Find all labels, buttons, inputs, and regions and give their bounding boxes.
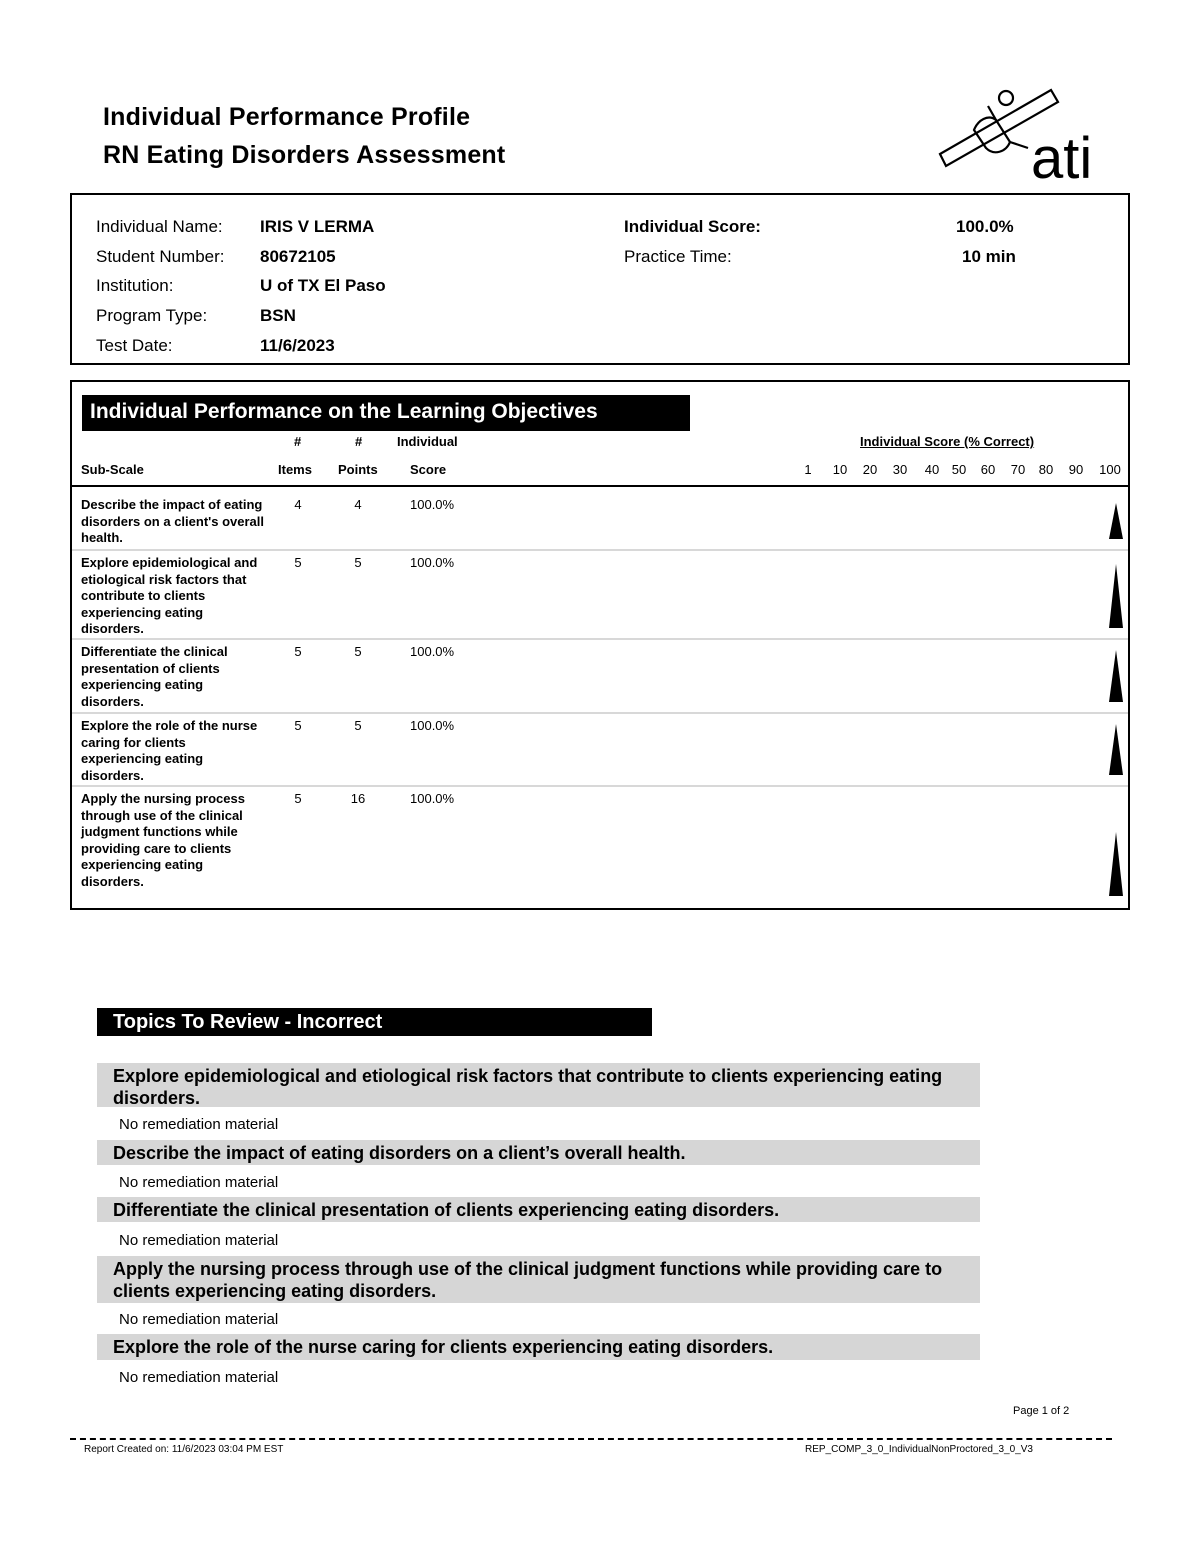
topic-title: Explore the role of the nurse caring for clients experiencing eating disorders.: [97, 1334, 980, 1360]
name-label: Individual Name:: [96, 217, 223, 236]
scale-tick: 100: [1099, 462, 1121, 477]
topic-title: Differentiate the clinical presentation of clients experiencing eating disorders.: [97, 1197, 980, 1222]
objective-items: 4: [294, 497, 302, 512]
row-divider: [72, 638, 1128, 640]
objective-points: 5: [354, 644, 362, 659]
score-marker: [1108, 724, 1124, 775]
header-rule: [72, 485, 1128, 487]
assessment-title: RN Eating Disorders Assessment: [103, 141, 506, 169]
col-items: Items: [278, 462, 312, 477]
report-code: REP_COMP_3_0_IndividualNonProctored_3_0_V3: [805, 1444, 1033, 1455]
topic-title: Describe the impact of eating disorders on a client’s overall health.: [97, 1140, 980, 1165]
score-marker: [1108, 503, 1124, 539]
objective-items: 5: [294, 791, 302, 806]
col-points: Points: [338, 462, 378, 477]
report-created: Report Created on: 11/6/2023 03:04 PM EST: [84, 1444, 284, 1455]
col-items-hash: #: [294, 434, 302, 449]
scale-tick: 70: [1010, 462, 1026, 477]
institution-label: Institution:: [96, 276, 174, 295]
topics-section-title: Topics To Review - Incorrect: [97, 1008, 652, 1036]
scale-tick: 90: [1068, 462, 1084, 477]
col-score: Score: [410, 462, 447, 477]
objective-points: 4: [354, 497, 362, 512]
scale-tick: 1: [804, 462, 812, 477]
remediation-note: No remediation material: [119, 1232, 279, 1249]
score-marker: [1108, 832, 1124, 896]
topic-title: Explore epidemiological and etiological risk factors that contribute to clients experiencing eating disorders.: [97, 1063, 980, 1107]
test-date-value: 11/6/2023: [260, 336, 335, 355]
remediation-note: No remediation material: [119, 1369, 279, 1386]
student-number-value: 80672105: [260, 247, 336, 266]
objective-text: Differentiate the clinical presentation of clients experiencing eating disorders.: [81, 644, 228, 709]
scale-tick: 40: [924, 462, 940, 477]
scale-tick: 50: [951, 462, 967, 477]
objective-score: 100.0%: [410, 644, 455, 659]
objective-score: 100.0%: [410, 497, 455, 512]
test-date-label: Test Date:: [96, 336, 173, 355]
objective-text: Explore epidemiological and etiological risk factors that contribute to clients experiencing eating disorders.: [81, 555, 258, 636]
objective-points: 5: [354, 555, 362, 570]
row-divider: [72, 785, 1128, 787]
remediation-note: No remediation material: [119, 1311, 279, 1328]
student-number-label: Student Number:: [96, 247, 225, 266]
objective-items: 5: [294, 644, 302, 659]
svg-text:ati: ati: [1031, 126, 1093, 184]
footer-divider: [70, 1438, 1112, 1440]
scale-title: Individual Score (% Correct): [860, 434, 1035, 449]
remediation-note: No remediation material: [119, 1174, 279, 1191]
program-type-value: BSN: [260, 306, 296, 325]
scale-tick: 30: [892, 462, 908, 477]
individual-score-label: Individual Score:: [624, 217, 761, 236]
scale-tick: 80: [1038, 462, 1054, 477]
col-score-top: Individual: [397, 434, 458, 449]
objective-text: Describe the impact of eating disorders on a client's overall health.: [81, 497, 264, 545]
practice-time-label: Practice Time:: [624, 247, 732, 266]
objective-points: 5: [354, 718, 362, 733]
score-marker: [1108, 650, 1124, 702]
practice-time-value: 10 min: [962, 247, 1016, 266]
objective-score: 100.0%: [410, 555, 455, 570]
page-number: Page 1 of 2: [1013, 1405, 1070, 1417]
remediation-note: No remediation material: [119, 1116, 279, 1133]
topic-title: Apply the nursing process through use of the clinical judgment functions while providing care to clients experiencing eating disorders.: [97, 1256, 980, 1303]
row-divider: [72, 712, 1128, 714]
scale-tick: 20: [862, 462, 878, 477]
objective-text: Apply the nursing process through use of the clinical judgment functions while providing care to clients experiencing eating disorders.: [81, 791, 245, 889]
objectives-section-title: Individual Performance on the Learning Objectives: [82, 395, 690, 431]
scale-tick: 10: [832, 462, 848, 477]
objective-score: 100.0%: [410, 791, 455, 806]
row-divider: [72, 549, 1128, 551]
col-points-hash: #: [355, 434, 363, 449]
col-subscale: Sub-Scale: [81, 462, 144, 477]
institution-value: U of TX El Paso: [260, 276, 386, 295]
individual-score-value: 100.0%: [956, 217, 1014, 236]
objective-items: 5: [294, 718, 302, 733]
objective-text: Explore the role of the nurse caring for clients experiencing eating disorders.: [81, 718, 258, 783]
name-value: IRIS V LERMA: [260, 217, 375, 236]
objective-score: 100.0%: [410, 718, 455, 733]
report-title: Individual Performance Profile: [103, 103, 471, 131]
objective-items: 5: [294, 555, 302, 570]
program-type-label: Program Type:: [96, 306, 208, 325]
objective-points: 16: [350, 791, 366, 806]
ati-logo: [936, 86, 1106, 184]
score-marker: [1108, 564, 1124, 628]
scale-tick: 60: [980, 462, 996, 477]
